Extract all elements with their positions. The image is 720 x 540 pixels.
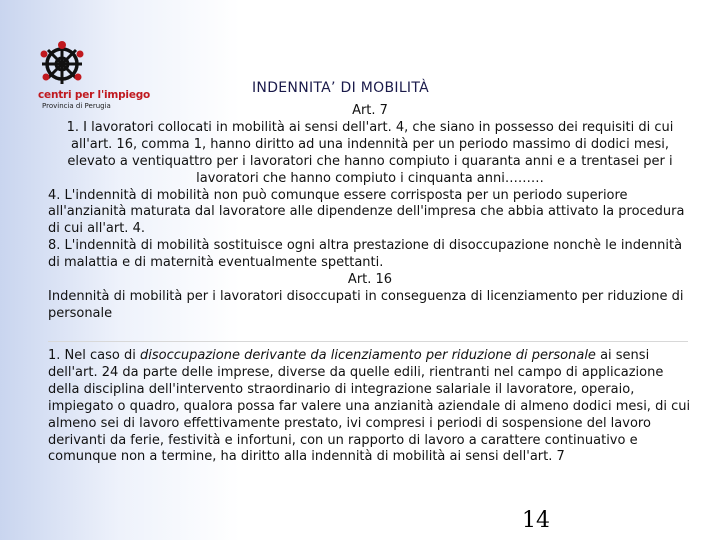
article-7-heading: Art. 7 [352,103,388,118]
article-16-lead: 1. Nel caso di [48,348,140,363]
article-16-paragraph-1 [48,348,692,466]
centri-per-impiego-logo [34,38,151,112]
page-number: 14 [522,508,550,533]
article-16-subtitle: Indennità di mobilità per i lavoratori disoccupati in conseguenza di licenziamento per riduzione di personale [48,288,684,321]
logo-brand-text: centri per l'impiego [38,89,151,101]
article-7-paragraph-1: 1. I lavoratori collocati in mobilità ai sensi dell'art. 4, che siano in possesso dei requisiti di cui all'art. 16, comma 1, hanno diritto ad una indennità per un periodo massimo di dodici mesi, elevato a ventiquattro per i lavoratori che hanno compiuto i quaranta anni e a trentasei per i lavoratori che hanno compiuto i cinquanta anni……… [66,119,674,186]
divider [48,341,688,342]
page-title: INDENNITA’ DI MOBILITÀ [252,80,430,96]
logo-emblem-icon [34,38,94,88]
logo-subtitle: Provincia di Perugia [42,102,111,110]
article-7-block [48,103,692,323]
article-7-paragraph-4: 4. L'indennità di mobilità non può comunque essere corrisposta per un periodo superiore all'anzianità maturata dal lavoratore alle dipendenze dell'impresa che abbia attivato la procedura di cui all'art. 4. [48,187,685,237]
article-16-heading: Art. 16 [347,272,393,288]
article-7-paragraph-8: 8. L'indennità di mobilità sostituisce ogni altra prestazione di disoccupazione nonchè le indennità di malattia e di maternità eventualmente spettanti. [48,238,683,271]
article-16-italic-phrase: disoccupazione derivante da licenziamento per riduzione di personale [139,348,596,363]
article-16-body: ai sensi dell'art. 24 da parte delle imprese, diverse da quelle edili, rientranti nel campo di applicazione della disciplina dell'intervento straordinario di integrazione salariale il lavoratore, operaio, impiegato o quadro, qualora possa far valere una anzianità aziendale di almeno dodici mesi, di cui almeno sei di lavoro effettivamente prestato, ivi compresi i periodi di sospensione del lavoro derivanti da ferie, festività e infortuni, con un rapporto di lavoro a carattere continuativo e comunque non a termine, ha diritto alla indennità di mobilità ai sensi dell'art. 7 [48,348,691,465]
